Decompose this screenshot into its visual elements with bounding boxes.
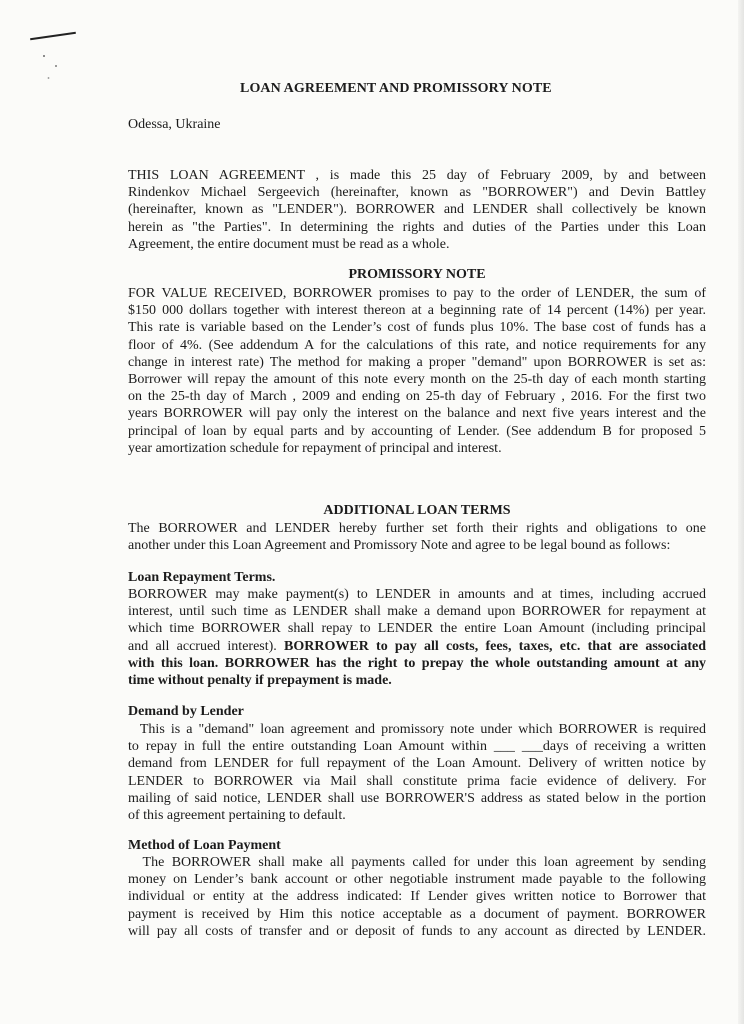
promissory-line: Borrower will repay the amount of this note every month on the 25-th day of each month starting xyxy=(128,372,706,388)
promissory-note-paragraph xyxy=(128,285,706,457)
intro-line: THIS LOAN AGREEMENT , is made this 25 day of February 2009, by and between xyxy=(128,168,706,183)
intro-line: (hereinafter, known as "LENDER"). BORROWER and LENDER shall collectively be known xyxy=(128,202,706,218)
method-line: The BORROWER shall make all payments called for under this loan agreement by sending xyxy=(128,855,706,870)
additional-line: another under this Loan Agreement and Promissory Note and agree to be legal bound as follows: xyxy=(128,538,671,554)
intro-line: Rindenkov Michael Sergeevich (hereinafter, known as "BORROWER") and Devin Battley xyxy=(128,185,706,201)
additional-terms-paragraph xyxy=(128,520,706,554)
promissory-line: This rate is variable based on the Lender’s cost of funds plus 10%. The base cost of funds has a xyxy=(128,320,706,336)
method-heading: Method of Loan Payment xyxy=(128,838,281,853)
demand-line: demand from LENDER for full repayment of the Loan Amount. Delivery of written notice by xyxy=(128,756,706,772)
promissory-line: FOR VALUE RECEIVED, BORROWER promises to pay to the order of LENDER, the sum of xyxy=(128,286,706,301)
intro-paragraph xyxy=(128,167,706,253)
repayment-bold-line: time without penalty if prepayment is made. xyxy=(128,673,392,689)
demand-line: of this agreement pertaining to default. xyxy=(128,808,346,824)
method-paragraph xyxy=(128,854,706,940)
promissory-line: principal of loan by equal parts and by accounting of Lender. (See addendum B for proposed 5 xyxy=(128,423,706,439)
scan-speckles xyxy=(38,48,68,88)
demand-line: mailing of said notice, LENDER shall use BORROWER'S address as stated below in the portion xyxy=(128,790,706,806)
scan-page-edge xyxy=(738,0,744,1024)
promissory-line: on the 25-th day of March , 2009 and ending on 25-th day of February , 2016. For the first two xyxy=(128,389,706,405)
repayment-line: interest, until such time as LENDER shall make a demand upon BORROWER for repayment at xyxy=(128,604,706,620)
method-line: payment is received by Him this notice acceptable as a document of payment. BORROWER xyxy=(128,906,706,922)
promissory-line: change in interest rate) The method for making a proper "demand" upon BORROWER is set as: xyxy=(128,354,706,370)
scan-pen-mark xyxy=(30,32,76,40)
additional-line: The BORROWER and LENDER hereby further set forth their rights and obligations to one xyxy=(128,521,706,536)
intro-line: herein as "the Parties". In determining the rights and duties of the Parties under this Loan xyxy=(128,219,706,235)
promissory-note-heading: PROMISSORY NOTE xyxy=(348,267,486,282)
method-line: individual or entity at the address indicated: If Lender gives written notice to Borrower that xyxy=(128,889,706,905)
method-line: money on Lender’s bank account or other negotiable instrument made payable to the following xyxy=(128,872,706,888)
repayment-line: which time BORROWER shall repay to LENDER the entire Loan Amount (including principal xyxy=(128,621,706,637)
repayment-bold-line: with this loan. BORROWER has the right to prepay the whole outstanding amount at any xyxy=(128,655,706,671)
promissory-line: floor of 4%. (See addendum A for the calculations of this rate, and notice requirements for any xyxy=(128,337,706,353)
intro-line: Agreement, the entire document must be read as a whole. xyxy=(128,236,450,252)
additional-terms-heading: ADDITIONAL LOAN TERMS xyxy=(323,503,511,518)
repayment-line-bold: BORROWER to pay all costs, fees, taxes, etc. that are associated xyxy=(284,638,706,654)
document-title: LOAN AGREEMENT AND PROMISSORY NOTE xyxy=(240,81,552,96)
demand-paragraph xyxy=(128,721,706,824)
repayment-line: BORROWER may make payment(s) to LENDER in amounts and at times, including accrued xyxy=(128,587,706,602)
method-line: will pay all costs of transfer and or deposit of funds to any account as directed by LENDER. xyxy=(128,923,706,939)
promissory-line: years BORROWER will pay only the interest on the balance and next five years interest and the xyxy=(128,406,706,422)
document-location: Odessa, Ukraine xyxy=(128,117,221,132)
promissory-line: $150 000 dollars together with interest thereon at a beginning rate of 14 percent (14%) per year. xyxy=(128,303,706,319)
repayment-line-plain: and all accrued interest). xyxy=(128,638,285,654)
demand-line: LENDER to BORROWER via Mail shall constitute prima facie evidence of delivery. For xyxy=(128,773,706,789)
demand-line: This is a "demand" loan agreement and promissory note under which BORROWER is required xyxy=(128,722,706,737)
promissory-line: year amortization schedule for repayment of principal and interest. xyxy=(128,440,502,456)
repayment-terms-heading: Loan Repayment Terms. xyxy=(128,570,276,585)
repayment-line-mixed xyxy=(128,638,706,655)
repayment-terms-paragraph xyxy=(128,586,706,689)
demand-heading: Demand by Lender xyxy=(128,704,244,719)
demand-line: to repay in full the entire outstanding Loan Amount within ___ ___days of receiving a written xyxy=(128,739,706,755)
